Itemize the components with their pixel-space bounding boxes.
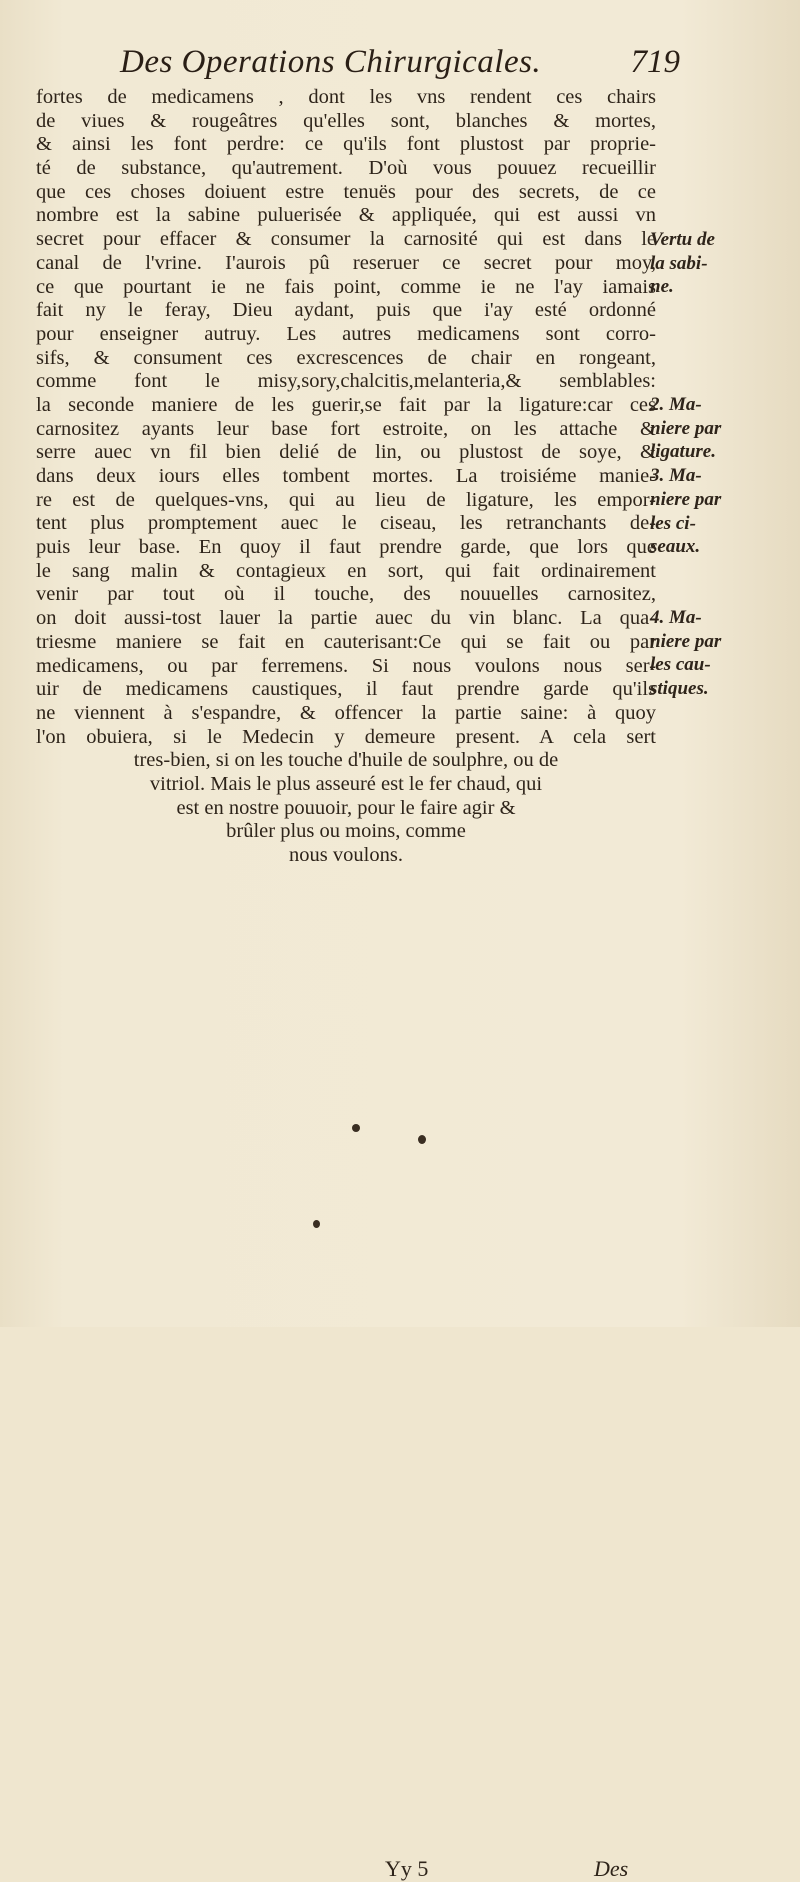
text-line: pour enseigner autruy. Les autres medicamens sont corro- bbox=[36, 322, 656, 345]
margin-note: ligature. bbox=[650, 441, 716, 463]
text-line: ce que pourtant ie ne fais point, comme ie ne l'ay iamais bbox=[36, 275, 656, 298]
text-line: de viues & rougeâtres qu'elles sont, blanches & mortes, bbox=[36, 109, 656, 132]
text-line: uir de medicamens caustiques, il faut prendre garde qu'ils bbox=[36, 678, 656, 701]
text-line: tres-bien, si on les touche d'huile de soulphre, ou de bbox=[133, 749, 559, 772]
text-line: brûler plus ou moins, comme bbox=[226, 820, 466, 843]
page-number: 719 bbox=[630, 44, 680, 80]
text-line: on doit aussi-tost lauer la partie auec du vin blanc. La qua- bbox=[36, 607, 656, 630]
text-line: secret pour effacer & consumer la carnosité qui est dans le bbox=[36, 228, 656, 251]
margin-note: niere par bbox=[650, 488, 722, 510]
body-text bbox=[36, 86, 656, 868]
margin-note: Vertu de bbox=[650, 229, 715, 250]
margin-note: niere par bbox=[650, 630, 722, 652]
text-line: venir par tout où il touche, des nouuelles carnositez, bbox=[36, 583, 656, 606]
text-line: re est de quelques-vns, qui au lieu de ligature, les empor- bbox=[36, 488, 656, 511]
text-line: triesme maniere se fait en cauterisant:Ce qui se fait ou par bbox=[36, 630, 656, 653]
text-line: la seconde maniere de les guerir,se fait par la ligature:car ces bbox=[36, 393, 656, 416]
margin-note: niere par bbox=[650, 417, 722, 439]
text-line: serre auec vn fil bien delié de lin, ou plustost de soye, & bbox=[36, 441, 656, 464]
margin-note: les cau- bbox=[650, 654, 711, 676]
margin-note: 3. Ma- bbox=[650, 465, 702, 487]
text-line: carnositez ayants leur base fort estroite, on les attache & bbox=[36, 417, 656, 440]
ink-spot bbox=[352, 1124, 360, 1132]
text-line: sifs, & consument ces excrescences de chair en rongeant, bbox=[36, 346, 656, 369]
text-line: té de substance, qu'autrement. D'où vous pouuez recueillir bbox=[36, 157, 656, 180]
ink-spot bbox=[313, 1220, 320, 1228]
text-line: fait ny le feray, Dieu aydant, puis que i'ay esté ordonné bbox=[36, 299, 656, 322]
margin-note: la sabi- bbox=[650, 252, 708, 274]
running-title: Des Operations Chirurgicales. bbox=[120, 44, 542, 80]
margin-note: seaux. bbox=[650, 536, 701, 558]
margin-note: 4. Ma- bbox=[650, 606, 702, 628]
catchword: Des bbox=[594, 1856, 629, 1881]
ink-spot bbox=[418, 1135, 426, 1144]
margin-notes bbox=[650, 86, 795, 701]
text-line: & ainsi les font perdre: ce qu'ils font plustost par proprie- bbox=[36, 133, 656, 156]
text-line: tent plus promptement auec le ciseau, les retranchants de- bbox=[36, 512, 656, 535]
margin-note: les ci- bbox=[650, 512, 696, 534]
text-line: que ces choses doiuent estre tenuës pour des secrets, de ce bbox=[36, 180, 656, 203]
text-line: est en nostre pouuoir, pour le faire agir & bbox=[176, 796, 516, 819]
margin-note: 2. Ma- bbox=[650, 394, 702, 416]
text-line: le sang malin & contagieux en sort, qui fait ordinairement bbox=[36, 559, 656, 582]
text-line: ne viennent à s'espandre, & offencer la partie saine: à quoy bbox=[36, 701, 656, 724]
text-line: canal de l'vrine. I'aurois pû reseruer ce secret pour moy, bbox=[36, 251, 656, 274]
page-header bbox=[120, 44, 680, 84]
text-line: fortes de medicamens , dont les vns rendent ces chairs bbox=[36, 86, 656, 108]
text-line: comme font le misy,sory,chalcitis,melanteria,& semblables: bbox=[36, 370, 656, 393]
text-line: medicamens, ou par ferremens. Si nous voulons nous ser- bbox=[36, 654, 656, 677]
text-line: vitriol. Mais le plus asseuré est le fer chaud, qui bbox=[149, 772, 543, 795]
margin-note: ne. bbox=[650, 276, 674, 298]
text-line: nombre est la sabine puluerisée & appliquée, qui est aussi vn bbox=[36, 204, 656, 227]
text-line: dans deux iours elles tombent mortes. La troisiéme manie- bbox=[36, 465, 656, 487]
margin-note: stiques. bbox=[650, 677, 709, 699]
signature-mark: Yy 5 bbox=[385, 1856, 429, 1881]
text-line: nous voulons. bbox=[289, 844, 403, 866]
text-line: puis leur base. En quoy il faut prendre garde, que lors que bbox=[36, 536, 656, 559]
text-line: l'on obuiera, si le Medecin y demeure present. A cela sert bbox=[36, 725, 656, 748]
